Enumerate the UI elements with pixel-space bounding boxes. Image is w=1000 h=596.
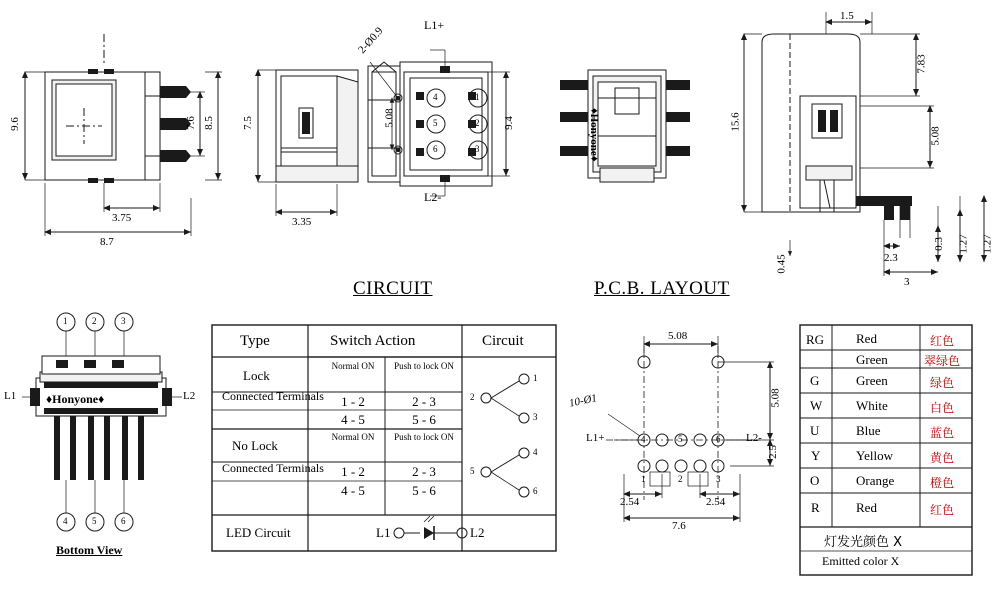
nolock-pair-2-3: 2 - 3 <box>412 464 436 479</box>
dim-sec-1-27-a: 1.27 <box>957 234 970 254</box>
dim-sec-7-83: 7.83 <box>915 54 928 74</box>
led-l1: L1 <box>376 525 391 540</box>
dim-sec-0-45: 0.45 <box>775 254 788 274</box>
lock-pair-5-6: 5 - 6 <box>412 412 436 427</box>
color-code-u: U <box>810 423 820 438</box>
dim-front-7-6: 7.6 <box>184 116 197 130</box>
dim-side-7-5: 7.5 <box>241 116 254 130</box>
nolock-pair-4-5: 4 - 5 <box>341 483 365 498</box>
color-en-white: White <box>856 398 888 413</box>
color-en-green-1: Green <box>856 352 888 367</box>
pcb-pad-5: 5 <box>678 434 683 444</box>
pcb-dim-7-6: 7.6 <box>672 520 686 532</box>
pcb-label-l2-minus: L2- <box>746 432 762 444</box>
pcb-pad-4: 4 <box>641 434 646 444</box>
dim-top-5-08: 5.08 <box>383 108 396 128</box>
dim-sec-1-27-b: 1.27 <box>981 234 994 254</box>
color-en-red-2: Red <box>856 500 877 515</box>
lock-normal-on: Normal ON <box>331 361 375 371</box>
dim-side-3-35: 3.35 <box>292 216 312 228</box>
color-code-o: O <box>810 473 820 488</box>
color-en-green-2: Green <box>856 373 888 388</box>
pcb-pad-3: 3 <box>716 474 721 484</box>
pin-4: 4 <box>63 516 68 526</box>
dim-front-3-75: 3.75 <box>112 212 132 224</box>
color-cn-red-2: 红色 <box>930 503 955 517</box>
row-led-circuit: LED Circuit <box>226 525 291 540</box>
color-footer-cn: 灯发光颜色 X <box>824 535 903 550</box>
pin-2: 2 <box>92 316 97 326</box>
color-cn-white: 白色 <box>930 401 955 415</box>
circuit-node-1: 1 <box>533 373 538 383</box>
color-cn-orange: 橙色 <box>930 476 955 490</box>
th-switch-action: Switch Action <box>330 333 416 349</box>
color-code-rg: RG <box>806 332 825 347</box>
terminal-3: 3 <box>475 144 480 154</box>
row-lock-type: Lock <box>243 368 270 383</box>
nolock-pair-1-2: 1 - 2 <box>341 464 365 479</box>
terminal-4: 4 <box>433 92 438 102</box>
nolock-normal-on: Normal ON <box>331 432 375 442</box>
label-bottom-l1: L1 <box>4 390 17 402</box>
label-l1-plus: L1+ <box>424 18 445 32</box>
lock-pair-2-3: 2 - 3 <box>412 394 436 409</box>
color-code-w: W <box>810 398 823 413</box>
lock-pair-4-5: 4 - 5 <box>341 412 365 427</box>
pin-6: 6 <box>121 516 126 526</box>
lock-pair-1-2: 1 - 2 <box>341 394 365 409</box>
circuit-node-4: 4 <box>533 447 538 457</box>
dim-sec-2-3: 2.3 <box>884 252 898 264</box>
terminal-1: 1 <box>475 92 480 102</box>
pin-3: 3 <box>121 316 126 326</box>
color-cn-green-1: 翠绿色 <box>924 354 961 368</box>
color-en-red-1: Red <box>856 331 877 346</box>
nolock-pair-5-6: 5 - 6 <box>412 483 436 498</box>
color-en-yellow: Yellow <box>856 448 893 463</box>
lock-connected-terminals: Connected Terminals <box>222 389 324 403</box>
terminal-5: 5 <box>433 118 438 128</box>
circuit-node-5: 5 <box>470 466 475 476</box>
color-cn-red-1: 红色 <box>930 334 955 348</box>
dim-top-9-4: 9.4 <box>502 116 515 130</box>
th-circuit: Circuit <box>482 333 524 349</box>
nolock-push-to-lock-on: Push to lock ON <box>394 432 454 442</box>
pin-5: 5 <box>92 516 97 526</box>
lock-push-to-lock-on: Push to lock ON <box>394 361 454 371</box>
circuit-node-2: 2 <box>470 392 475 402</box>
color-code-y: Y <box>811 448 821 463</box>
pcb-dim-2-54-right: 2.54 <box>706 496 726 508</box>
pcb-label-l1-plus: L1+ <box>586 432 605 444</box>
dim-hole-2x09: 2-Ø0.9 <box>356 25 386 57</box>
color-footer-en: Emitted color X <box>822 554 900 568</box>
title-pcb-layout: P.C.B. LAYOUT <box>594 278 730 299</box>
label-bottom-l2: L2 <box>183 390 196 402</box>
color-en-orange: Orange <box>856 473 895 488</box>
color-code-g: G <box>810 373 820 388</box>
label-l2-minus: L2- <box>424 190 442 204</box>
circuit-node-6: 6 <box>533 486 538 496</box>
color-cn-yellow: 黄色 <box>930 451 955 465</box>
dim-sec-0-3: 0.3 <box>932 237 945 251</box>
title-bottom-view: Bottom View <box>56 543 123 557</box>
led-l2: L2 <box>470 525 485 540</box>
dim-front-8-7: 8.7 <box>100 236 114 248</box>
pin-1: 1 <box>63 316 68 326</box>
th-type: Type <box>240 333 270 349</box>
pcb-pad-2: 2 <box>678 474 683 484</box>
color-cn-blue: 蓝色 <box>930 426 955 440</box>
pcb-pad-1: 1 <box>641 474 646 484</box>
terminal-6: 6 <box>433 144 438 154</box>
dim-front-8-5: 8.5 <box>202 116 215 130</box>
circuit-node-3: 3 <box>533 412 538 422</box>
dim-sec-1-5: 1.5 <box>840 10 854 22</box>
pcb-dim-2-54-left: 2.54 <box>620 496 640 508</box>
pcb-dim-right-2-5: 2.5 <box>766 445 779 459</box>
dim-sec-15-6: 15.6 <box>729 112 742 132</box>
row-nolock-type: No Lock <box>232 438 278 453</box>
terminal-2: 2 <box>475 118 480 128</box>
nolock-connected-terminals: Connected Terminals <box>222 461 324 475</box>
pcb-pad-6: 6 <box>716 434 721 444</box>
pcb-dim-top-5-08: 5.08 <box>668 330 688 342</box>
pcb-dim-right-5-08: 5.08 <box>769 388 782 408</box>
color-cn-green-2: 绿色 <box>930 376 955 390</box>
dim-sec-5-08: 5.08 <box>929 126 942 146</box>
dim-front-9-6: 9.6 <box>8 117 21 131</box>
brand-mark-bottom: ♦Honyone♦ <box>46 392 105 406</box>
dim-sec-3: 3 <box>904 276 910 288</box>
title-circuit: CIRCUIT <box>353 278 433 299</box>
color-en-blue: Blue <box>856 423 881 438</box>
brand-mark-rear: ♦Honyone♦ <box>588 108 600 162</box>
color-code-r: R <box>811 500 820 515</box>
pcb-hole-note: 10-Ø1 <box>568 392 598 410</box>
